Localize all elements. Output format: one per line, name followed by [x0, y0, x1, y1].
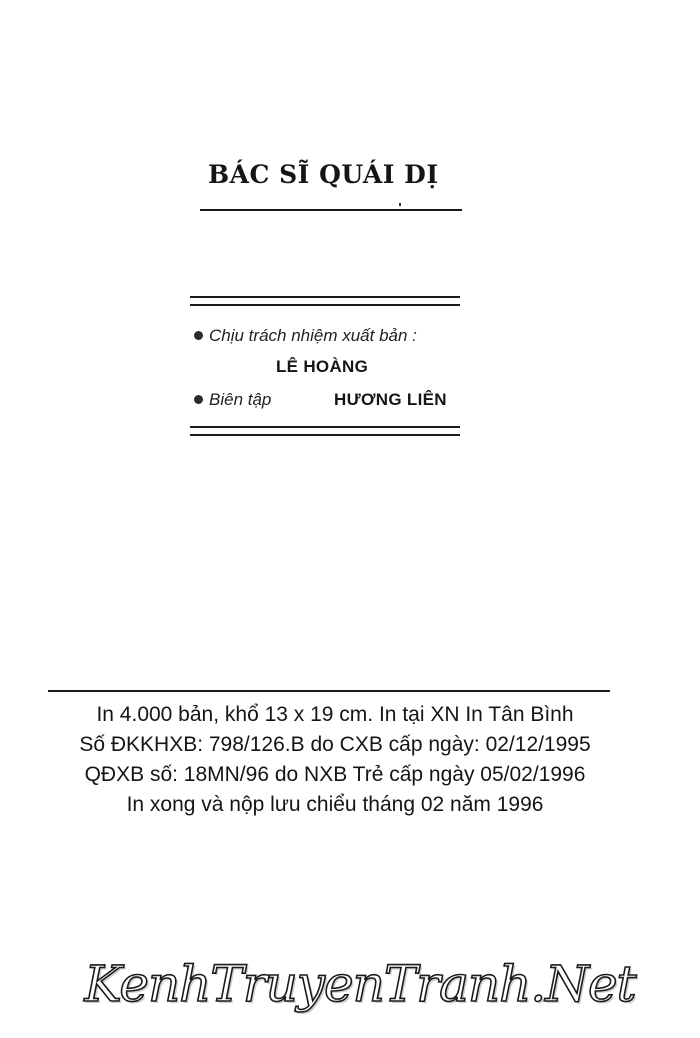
editor-line: [194, 390, 447, 410]
credits-bottom-rule: [190, 426, 460, 436]
bullet-icon: [194, 395, 203, 404]
print-speck: [399, 203, 401, 206]
imprint-block: [40, 700, 630, 820]
publisher-name: LÊ HOÀNG: [276, 357, 369, 376]
credits-block: [190, 320, 465, 420]
title-underline: [200, 209, 462, 211]
imprint-line-registration: Số ĐKKHXB: 798/126.B do CXB cấp ngày: 02/12/1995: [79, 733, 591, 756]
editor-name: HƯƠNG LIÊN: [334, 390, 447, 409]
editor-role: Biên tập: [209, 390, 272, 409]
publisher-name-line: [276, 357, 368, 377]
book-title: BÁC SĨ QUÁI DỊ: [208, 160, 439, 189]
publisher-role-line: [194, 326, 417, 346]
site-watermark: KenhTruyenTranh.Net: [84, 955, 636, 1013]
credits-top-rule: [190, 296, 460, 306]
imprint-line-print-run: In 4.000 bản, khổ 13 x 19 cm. In tại XN In Tân Bình: [96, 703, 574, 726]
imprint-rule: [48, 690, 610, 692]
bullet-icon: [194, 331, 203, 340]
publisher-role: Chịu trách nhiệm xuất bản :: [209, 326, 417, 345]
imprint-line-deposit: In xong và nộp lưu chiểu tháng 02 năm 1996: [126, 793, 544, 816]
imprint-line-decision: QĐXB số: 18MN/96 do NXB Trẻ cấp ngày 05/02/1996: [84, 763, 586, 786]
